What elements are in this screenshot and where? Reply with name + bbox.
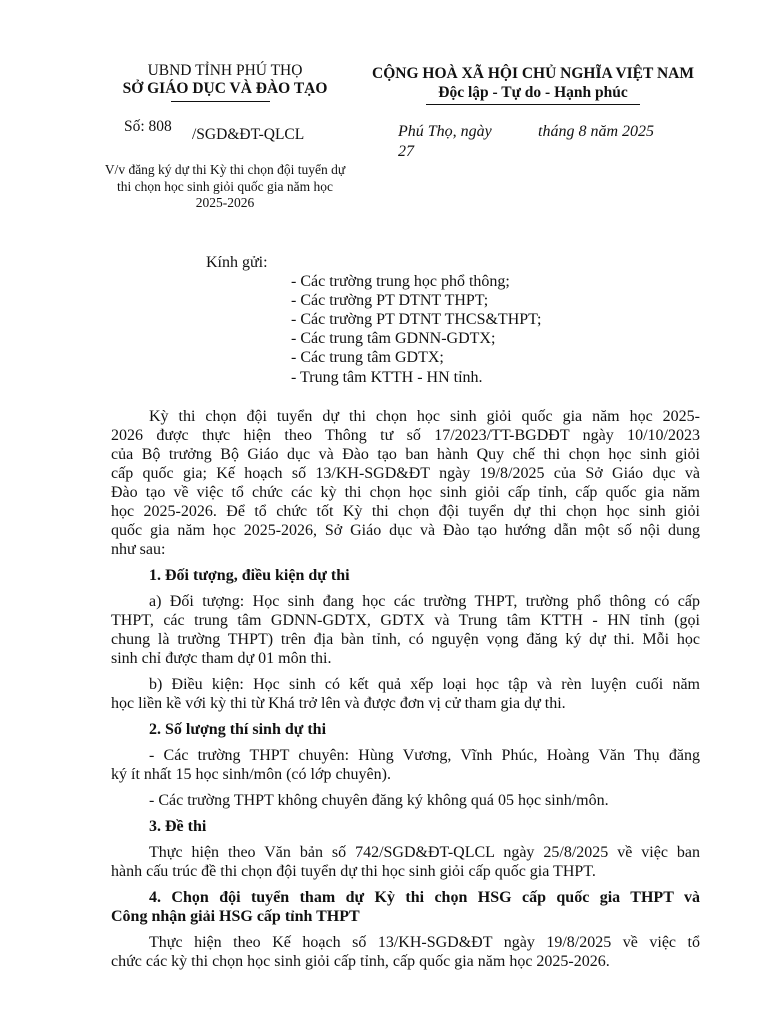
recipient-item: - Các trung tâm GDNN-GDTX; [291, 330, 496, 347]
paragraph-3 [111, 843, 700, 881]
text-line: THPT, các trung tâm GDNN-GDTX, GDTX và Trung tâm KTTH - HN tỉnh (gọi [111, 612, 700, 629]
text-line: quốc gia năm học 2025-2026, Sở Giáo dục và Đào tạo hướng dẫn một số nội dung [111, 522, 700, 539]
text-line: Thực hiện theo Văn bản số 742/SGD&ĐT-QLCL ngày 25/8/2025 về việc ban [149, 844, 700, 861]
section-heading-1: 1. Đối tượng, điều kiện dự thi [149, 567, 350, 584]
section-heading-3: 3. Đề thi [149, 818, 207, 835]
text-line: học liền kề với kỳ thi từ Khá trở lên và được đơn vị cử tham gia dự thi. [111, 695, 566, 712]
recipient-item: - Các trường PT DTNT THCS&THPT; [291, 311, 542, 328]
national-motto: Độc lập - Tự do - Hạnh phúc [438, 84, 628, 101]
text-line: chung là trường THPT) trên địa bàn tỉnh, có nguyện vọng đăng ký dự thi. Mỗi học [111, 631, 700, 648]
text-line: Đào tạo về việc tổ chức các kỳ thi chọn học sinh giỏi cấp tỉnh, cấp quốc gia năm [111, 484, 700, 501]
text-line: Thực hiện theo Kế hoạch số 13/KH-SGD&ĐT ngày 19/8/2025 về việc tổ [149, 934, 700, 951]
paragraph-2a [111, 746, 700, 784]
text-line: Kỳ thi chọn đội tuyển dự thi chọn học sinh giỏi quốc gia năm học 2025- [149, 408, 700, 425]
text-line: a) Đối tượng: Học sinh đang học các trường THPT, trường phổ thông có cấp [149, 593, 700, 610]
text-line: b) Điều kiện: Học sinh có kết quả xếp loại học tập và rèn luyện cuối năm [149, 676, 700, 693]
national-title: CỘNG HOÀ XÃ HỘI CHỦ NGHĨA VIỆT NAM [372, 65, 694, 82]
recipient-item: - Các trường trung học phổ thông; [291, 273, 510, 290]
text-line: cấp quốc gia; Kế hoạch số 13/KH-SGD&ĐT ngày 19/8/2025 của Sở Giáo dục và [111, 465, 700, 482]
recipient-item: - Các trung tâm GDTX; [291, 349, 444, 366]
paragraph-2b: - Các trường THPT không chuyên đăng ký không quá 05 học sinh/môn. [149, 792, 609, 809]
text-line: ký ít nhất 15 học sinh/môn (có lớp chuyên). [111, 766, 391, 783]
document-subject: V/v đăng ký dự thi Kỳ thi chọn đội tuyển dự thi chọn học sinh giỏi quốc gia năm học 2025-2026 [104, 162, 346, 210]
text-line: học 2025-2026. Để tổ chức tốt Kỳ thi chọn đội tuyển dự thi chọn học sinh giỏi [111, 503, 700, 520]
recipients-intro: Kính gửi: [206, 254, 268, 271]
agency-name: UBND TỈNH PHÚ THỌ [147, 62, 303, 79]
recipient-item: - Các trường PT DTNT THPT; [291, 292, 489, 309]
section-heading-2: 2. Số lượng thí sinh dự thi [149, 721, 327, 738]
paragraph-1b [111, 675, 700, 713]
text-line: chức các kỳ thi chọn học sinh giỏi cấp tỉnh, cấp quốc gia năm học 2025-2026. [111, 953, 610, 970]
text-line: 4. Chọn đội tuyển tham dự Kỳ thi chọn HSG cấp quốc gia THPT và [149, 889, 700, 906]
text-line: - Các trường THPT chuyên: Hùng Vương, Vĩnh Phúc, Hoàng Văn Thụ đăng [149, 747, 700, 764]
text-line: như sau: [111, 541, 166, 558]
document-code: /SGD&ĐT-QLCL [192, 126, 305, 143]
document-number: Số: 808 [124, 118, 172, 135]
document-body [111, 407, 700, 978]
intro-paragraph [111, 407, 700, 559]
motto-underline [426, 104, 640, 105]
agency-underline [171, 101, 270, 102]
department-name: SỞ GIÁO DỤC VÀ ĐÀO TẠO [122, 80, 328, 97]
text-line: hành cấu trúc đề thi chọn đội tuyển dự thi học sinh giỏi cấp quốc gia THPT. [111, 863, 596, 880]
recipient-item: - Trung tâm KTTH - HN tỉnh. [291, 369, 483, 386]
date-day: 27 [398, 143, 414, 160]
text-line: của Bộ trưởng Bộ Giáo dục và Đào tạo ban hành Quy chế thi chọn học sinh giỏi [111, 446, 700, 463]
text-line: Công nhận giải HSG cấp tỉnh THPT [111, 908, 360, 925]
text-line: 2026 được thực hiện theo Thông tư số 17/2023/TT-BGDĐT ngày 10/10/2023 [111, 427, 700, 444]
paragraph-1a [111, 592, 700, 668]
paragraph-4 [111, 933, 700, 971]
section-heading-4 [111, 888, 700, 926]
text-line: sinh chỉ được tham dự 01 môn thi. [111, 650, 332, 667]
date-place: Phú Thọ, ngày [398, 123, 492, 140]
date-month-year: tháng 8 năm 2025 [538, 123, 654, 140]
